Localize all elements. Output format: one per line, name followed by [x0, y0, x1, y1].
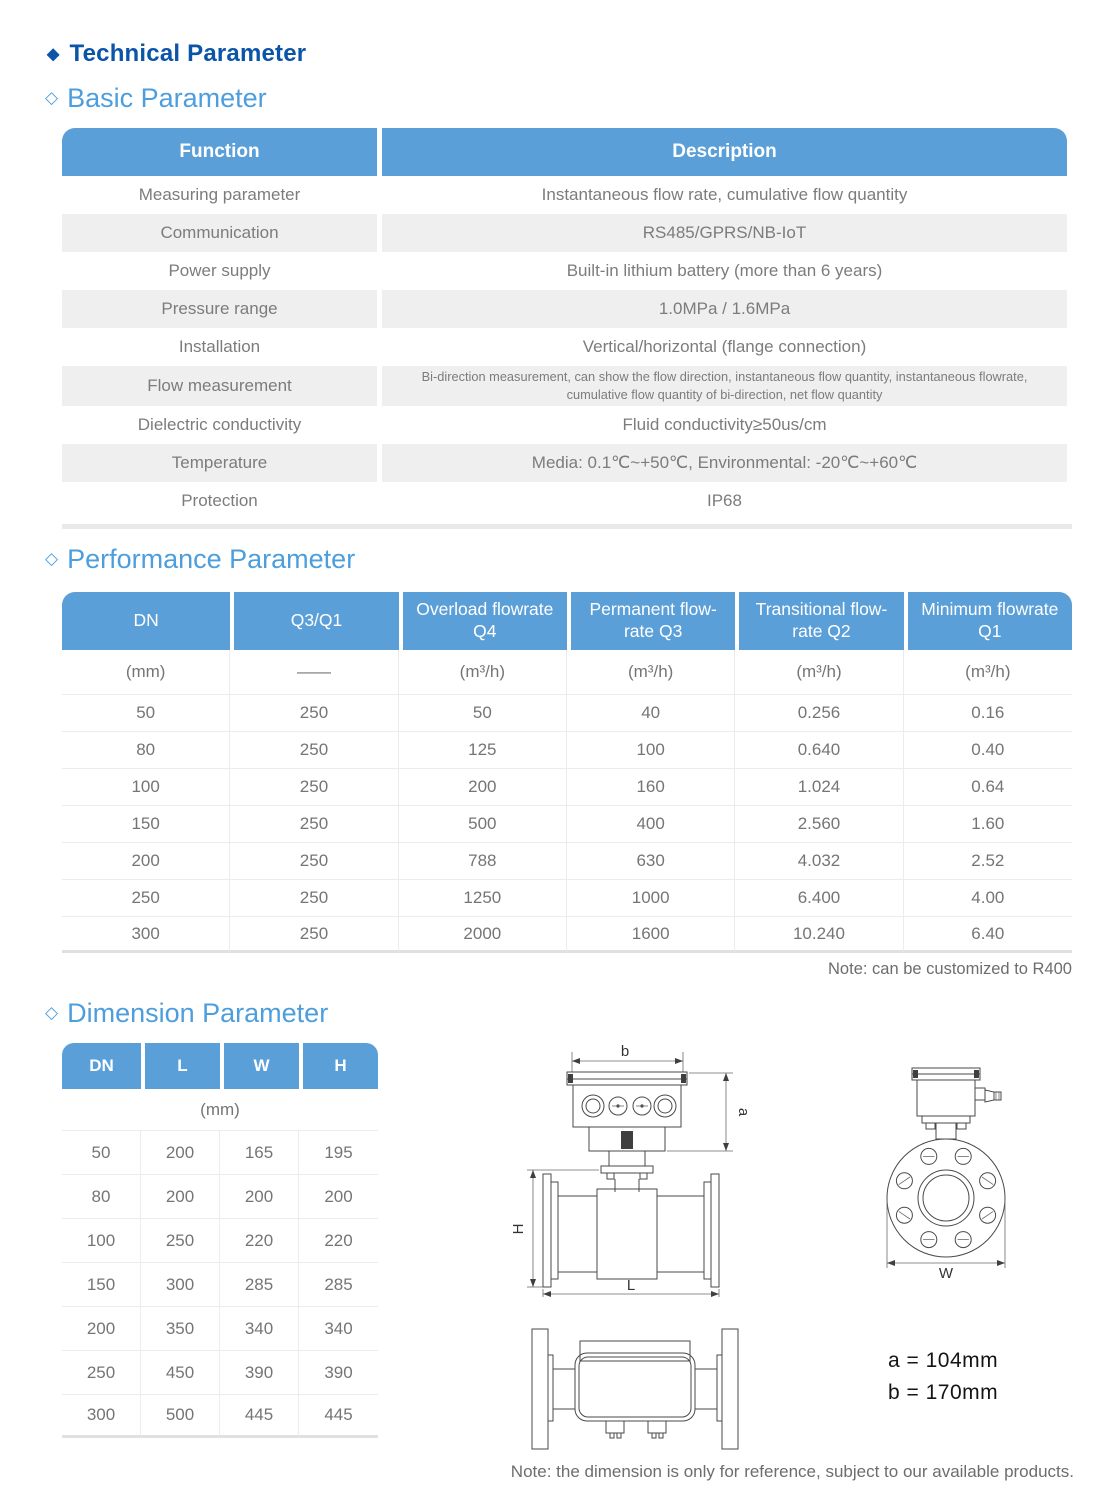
table-row: [62, 916, 1072, 953]
table-cell: 2.560: [735, 805, 903, 842]
table-row: [62, 290, 1067, 328]
table-row: [62, 1306, 378, 1350]
table-cell: 4.00: [904, 879, 1072, 916]
table-row: [62, 1262, 378, 1306]
table-cell: 80: [62, 731, 230, 768]
table-cell: 0.16: [904, 694, 1072, 731]
table-cell: 1250: [399, 879, 567, 916]
unit-cell: (mm): [200, 1099, 240, 1119]
table-cell: 80: [62, 1174, 141, 1218]
table-cell: Instantaneous flow rate, cumulative flow quantity: [541, 185, 908, 204]
table-cell: 50: [62, 694, 230, 731]
table-cell: 285: [220, 1262, 299, 1306]
table-cell: 160: [567, 768, 735, 805]
dimension-header-row: [62, 1043, 378, 1089]
dim-label-a: a: [735, 1107, 752, 1117]
column-header-transitional-q2: Transitional flow-rate Q2: [735, 592, 903, 650]
dimension-parameter-table: [62, 1043, 378, 1438]
unit-cell: (m³/h): [735, 650, 903, 694]
section-heading-dimension: [45, 998, 328, 1029]
table-row: [62, 768, 1072, 805]
page-title: [47, 40, 306, 68]
column-header-description: Description: [382, 128, 1067, 176]
table-cell: Fluid conductivity≥50us/cm: [622, 414, 827, 434]
table-cell: 350: [141, 1306, 220, 1350]
basic-header-row: [62, 128, 1067, 176]
basic-parameter-table: [57, 128, 1072, 520]
table-cell: 200: [220, 1174, 299, 1218]
basic-table-bottom-rule: [62, 524, 1072, 529]
table-cell: 250: [141, 1218, 220, 1262]
table-cell: 50: [399, 694, 567, 731]
table-cell: 500: [399, 805, 567, 842]
hollow-diamond-icon: ◇: [45, 1003, 59, 1022]
page-title-text: Technical Parameter: [69, 40, 307, 67]
table-cell: 0.40: [904, 731, 1072, 768]
table-cell: IP68: [707, 490, 742, 510]
table-cell: Flow measurement: [62, 366, 377, 406]
table-cell: 250: [62, 879, 230, 916]
table-cell: 2.52: [904, 842, 1072, 879]
table-cell: Temperature: [62, 444, 377, 482]
basic-heading-text: Basic Parameter: [67, 83, 267, 113]
performance-parameter-table: [62, 592, 1072, 953]
table-row: [62, 366, 1067, 406]
table-cell: Media: 0.1℃~+50℃, Environmental: -20℃~+60℃: [382, 444, 1067, 482]
dim-label-L: L: [626, 1277, 636, 1294]
table-row: [62, 1350, 378, 1394]
unit-cell: ——: [230, 650, 398, 694]
table-cell: 300: [62, 1394, 141, 1438]
table-row: [62, 482, 1067, 520]
table-cell: 50: [62, 1130, 141, 1174]
section-heading-basic: [45, 83, 267, 114]
table-cell: Pressure range: [62, 290, 377, 328]
table-row: [62, 731, 1072, 768]
table-cell: Communication: [62, 214, 377, 252]
table-cell: 250: [230, 768, 398, 805]
table-cell: 0.256: [735, 694, 903, 731]
table-cell: Power supply: [168, 261, 271, 280]
table-cell: 250: [230, 916, 398, 953]
table-cell: Installation: [178, 337, 261, 356]
table-cell: 200: [141, 1174, 220, 1218]
table-cell: 10.240: [735, 916, 903, 953]
table-row: [62, 879, 1072, 916]
table-row: [62, 805, 1072, 842]
table-row: [62, 694, 1072, 731]
table-row: [62, 842, 1072, 879]
column-header-l: L: [141, 1043, 220, 1089]
table-cell: 1.60: [904, 805, 1072, 842]
column-header-overload-q4: Overload flowrate Q4: [399, 592, 567, 650]
table-cell: 150: [62, 805, 230, 842]
table-row: [62, 1218, 378, 1262]
table-cell: Dielectric conductivity: [137, 414, 302, 434]
table-cell: RS485/GPRS/NB-IoT: [382, 214, 1067, 252]
table-cell: 100: [62, 1218, 141, 1262]
table-cell: 788: [399, 842, 567, 879]
table-cell: 6.400: [735, 879, 903, 916]
dimension-a-value: a = 104mm: [888, 1349, 999, 1372]
table-cell: 390: [220, 1350, 299, 1394]
table-cell: Bi-direction measurement, can show the flow direction, instantaneous flow quantity, instantaneous flowrate, cumulative flow quantity of bi-direction, net flow quantity: [382, 366, 1067, 406]
table-cell: 0.64: [904, 768, 1072, 805]
flange-view-drawing: [856, 1060, 1036, 1280]
table-cell: 1000: [567, 879, 735, 916]
table-cell: 4.032: [735, 842, 903, 879]
units-row: [62, 1089, 378, 1130]
table-cell: 630: [567, 842, 735, 879]
table-cell: 195: [299, 1130, 378, 1174]
table-cell: Built-in lithium battery (more than 6 years): [566, 261, 883, 280]
dim-label-W: W: [938, 1265, 954, 1280]
table-row: [62, 252, 1067, 290]
table-cell: 340: [220, 1306, 299, 1350]
dimension-heading-text: Dimension Parameter: [67, 998, 329, 1028]
column-header-permanent-q3: Permanent flow-rate Q3: [567, 592, 735, 650]
hollow-diamond-icon: ◇: [45, 88, 59, 107]
table-cell: 445: [299, 1394, 378, 1438]
table-cell: Vertical/horizontal (flange connection): [582, 337, 867, 356]
table-row: [62, 176, 1067, 214]
unit-cell: (m³/h): [399, 650, 567, 694]
column-header-dn: DN: [62, 592, 230, 650]
table-cell: 220: [220, 1218, 299, 1262]
table-row: [62, 328, 1067, 366]
units-row: [62, 650, 1072, 694]
column-header-q3q1: Q3/Q1: [230, 592, 398, 650]
column-header-w: W: [220, 1043, 299, 1089]
table-cell: 1.0MPa / 1.6MPa: [382, 290, 1067, 328]
ab-dimension-values: [888, 1345, 998, 1409]
table-cell: 340: [299, 1306, 378, 1350]
table-cell: 1600: [567, 916, 735, 953]
front-view-drawing: [497, 1044, 777, 1299]
column-header-function: Function: [62, 128, 377, 176]
table-cell: 200: [62, 842, 230, 879]
table-cell: 285: [299, 1262, 378, 1306]
table-row: [62, 1394, 378, 1438]
table-cell: 100: [567, 731, 735, 768]
table-cell: 200: [141, 1130, 220, 1174]
filled-diamond-icon: ◆: [47, 46, 60, 63]
table-cell: 165: [220, 1130, 299, 1174]
hollow-diamond-icon: ◇: [45, 549, 59, 568]
table-row: [62, 444, 1067, 482]
column-header-dn: DN: [62, 1043, 141, 1089]
dim-label-H: H: [510, 1223, 527, 1235]
table-cell: Protection: [181, 490, 258, 510]
performance-note: Note: can be customized to R400: [828, 960, 1072, 978]
table-cell: 40: [567, 694, 735, 731]
unit-cell: (mm): [62, 650, 230, 694]
dimension-note: Note: the dimension is only for reference, subject to our available products.: [510, 1462, 1074, 1481]
table-cell: 250: [62, 1350, 141, 1394]
table-row: [62, 406, 1067, 444]
table-row: [62, 214, 1067, 252]
dim-label-b: b: [620, 1044, 630, 1060]
table-cell: 220: [299, 1218, 378, 1262]
table-cell: 400: [567, 805, 735, 842]
table-cell: 390: [299, 1350, 378, 1394]
table-row: [62, 1174, 378, 1218]
top-view-drawing: [520, 1325, 750, 1460]
column-header-h: H: [299, 1043, 378, 1089]
performance-header-row: [62, 592, 1072, 650]
table-cell: 300: [141, 1262, 220, 1306]
table-cell: 1.024: [735, 768, 903, 805]
table-cell: 200: [62, 1306, 141, 1350]
table-row: [62, 1130, 378, 1174]
table-cell: 250: [230, 805, 398, 842]
table-cell: 6.40: [904, 916, 1072, 953]
column-header-minimum-q1: Minimum flowrate Q1: [904, 592, 1072, 650]
section-heading-performance: [45, 544, 355, 575]
table-cell: Measuring parameter: [138, 185, 301, 204]
table-cell: 250: [230, 879, 398, 916]
table-cell: 500: [141, 1394, 220, 1438]
table-cell: 200: [399, 768, 567, 805]
dimension-b-value: b = 170mm: [888, 1381, 999, 1404]
table-cell: 150: [62, 1262, 141, 1306]
table-cell: 250: [230, 842, 398, 879]
unit-cell: (m³/h): [965, 662, 1011, 681]
table-cell: 300: [62, 916, 230, 953]
table-cell: 445: [220, 1394, 299, 1438]
table-cell: 250: [230, 731, 398, 768]
table-cell: 100: [62, 768, 230, 805]
table-cell: 450: [141, 1350, 220, 1394]
table-cell: 0.640: [735, 731, 903, 768]
performance-heading-text: Performance Parameter: [67, 544, 356, 574]
table-cell: 125: [399, 731, 567, 768]
table-cell: 250: [230, 694, 398, 731]
unit-cell: (m³/h): [567, 650, 735, 694]
table-cell: 200: [299, 1174, 378, 1218]
table-cell: 2000: [399, 916, 567, 953]
